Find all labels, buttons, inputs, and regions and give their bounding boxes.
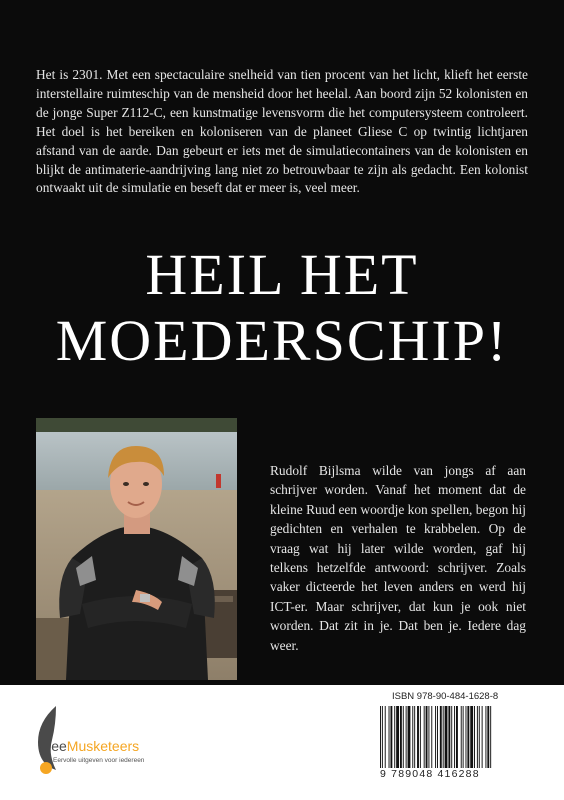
barcode-bar (435, 706, 436, 768)
author-photo-illustration (36, 418, 237, 680)
barcode-bar (474, 706, 475, 768)
barcode-bar (479, 706, 480, 768)
barcode-bar (385, 706, 386, 768)
publisher-name-part1: Free (38, 738, 67, 754)
barcode-bar (490, 706, 491, 768)
barcode-bar (448, 706, 450, 768)
barcode-bar (451, 706, 452, 768)
barcode-bar (396, 706, 399, 768)
isbn-barcode (378, 706, 538, 768)
barcode-bar (461, 706, 462, 768)
barcode-bar (420, 706, 421, 768)
author-bio-text: Rudolf Bijlsma wilde van jongs af aan schrijver worden. Vanaf het moment dat de kleine Ruud een woordje kon spellen, begon hij gedichten en verhalen te krabbelen. Op de vraag wat hij later wilde worden, gaf hij telkens hetzelfde antwoord: schrijver. Zoals vaker dicteerde het leven anders en werd hij ICT-er. Maar schrijver, dat kun je ook niet worden. Dat zit in je. Dat ben je. Iedere dag weer. (270, 463, 526, 653)
barcode-bar (403, 706, 404, 768)
barcode-bar (470, 706, 473, 768)
publisher-name-part2: Musketeers (66, 738, 140, 754)
barcode-bar (454, 706, 455, 768)
barcode-bar (417, 706, 419, 768)
barcode-bar (482, 706, 483, 768)
isbn-digits: 9 789048 416288 (380, 768, 480, 780)
barcode-bar (467, 706, 469, 768)
barcode-bar (394, 706, 395, 768)
barcode-bar (443, 706, 444, 768)
book-title-line-2: MOEDERSCHIP! (55, 308, 509, 373)
barcode-bar (412, 706, 413, 768)
barcode-bar (463, 706, 464, 768)
publisher-name (38, 738, 139, 754)
isbn-label: ISBN 978-90-484-1628-8 (392, 691, 499, 702)
barcode-bar (485, 706, 486, 768)
barcode-bar (380, 706, 381, 768)
barcode-bar (428, 706, 429, 768)
barcode-bar (487, 706, 489, 768)
barcode-bar (406, 706, 407, 768)
barcode-bar (445, 706, 448, 768)
barcode-bar (456, 706, 458, 768)
barcode-bar (466, 706, 467, 768)
barcode-bar (390, 706, 392, 768)
barcode-bar (408, 706, 411, 768)
synopsis-text: Het is 2301. Met een spectaculaire snelheid van tien procent van het licht, klieft het eerste interstellaire ruimteschip van de mensheid door het heelal. Aan boord zijn 52 kolonisten en de jonge Super Z112-C, een kunstmatige levensvorm die het computersysteem controleert. Het doel is het bereiken en koloniseren van de planeet Gliese C op twintig lichtjaren afstand van de aarde. Dan gebeurt er iets met de simulatiecontainers van de kolonisten en blijkt de antimaterie-aandrijving lang niet zo betrouwbaar te zijn als gedacht. Een kolonist ontwaakt uit de simulatie en beseft dat er meer is, veel meer. (36, 67, 528, 196)
barcode-bar (440, 706, 442, 768)
barcode-bar (424, 706, 425, 768)
barcode-bar (426, 706, 428, 768)
barcode-bar (437, 706, 438, 768)
book-title-line-1: HEIL HET (145, 242, 419, 307)
barcode-bar (414, 706, 415, 768)
author-photo (36, 418, 237, 680)
publisher-tagline: Eervolle uitgeven voor iedereen (53, 757, 145, 764)
barcode-bar (382, 706, 383, 768)
barcode-bar (389, 706, 390, 768)
barcode-bar (477, 706, 478, 768)
barcode-bar (431, 706, 432, 768)
barcode-bar (400, 706, 402, 768)
